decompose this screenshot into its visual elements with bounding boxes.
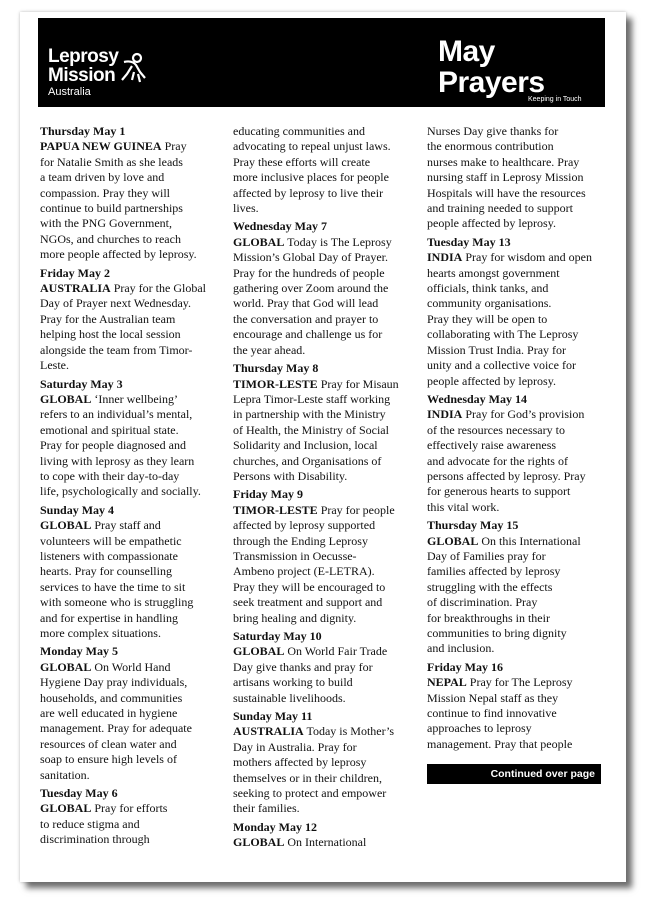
entry-date: Sunday May 11 (233, 709, 313, 724)
entry-text: Today is Mother’s (303, 724, 395, 739)
entry-line (40, 423, 226, 438)
entry-line (233, 469, 419, 484)
entry-text: compassion. Pray they will (40, 185, 170, 200)
page-title (438, 36, 545, 98)
entry-line (233, 186, 419, 201)
entry-line (40, 201, 226, 216)
entry-text: listeners with compassionate (40, 548, 178, 563)
entry-text: living with leprosy as they learn (40, 453, 195, 468)
entry-line (40, 407, 226, 422)
entry-text: to cope with their day-to-day (40, 468, 180, 483)
entry-text: On World Hand (91, 659, 171, 674)
entry-text: On World Fair Trade (284, 644, 388, 659)
entry-line (40, 660, 226, 675)
entry-text: Pray these efforts will create (233, 154, 371, 169)
prayer-entry (233, 629, 419, 706)
entry-date: Monday May 5 (40, 644, 118, 659)
entry-line (233, 124, 419, 139)
entry-line (40, 186, 226, 201)
entry-text: Lepra Timor-Leste staff working (233, 391, 391, 406)
entry-text: discrimination through (40, 832, 150, 847)
entry-date: Thursday May 1 (40, 124, 126, 138)
entry-text: Pray for The Leprosy (466, 675, 573, 690)
entry-text: are well educated in hygiene (40, 706, 178, 721)
entry-text: for generous hearts to support (427, 484, 571, 499)
entry-text: the enormous contribution (427, 139, 554, 154)
prayer-entry (427, 392, 613, 515)
entry-line (427, 266, 613, 281)
entry-line (233, 281, 419, 296)
entry-text: Day in Australia. Pray for (233, 739, 357, 754)
entry-line (427, 549, 613, 564)
entry-text: gathering over Zoom around the (233, 281, 389, 296)
entry-text: Pray for Misaun (317, 376, 399, 391)
entry-line (427, 675, 613, 690)
entry-line (427, 438, 613, 453)
entry-line (427, 327, 613, 342)
entry-line (427, 500, 613, 515)
entry-line (40, 706, 226, 721)
entry-line (427, 423, 613, 438)
entry-line (427, 250, 613, 265)
entry-line (40, 675, 226, 690)
entry-region: INDIA (427, 250, 463, 265)
entry-line (40, 438, 226, 453)
entry-text: Pray they will be open to (427, 311, 548, 326)
entry-line (233, 755, 419, 770)
entry-text: Transmission in Oecusse- (233, 548, 357, 563)
entry-text: affected by leprosy supported (233, 518, 376, 533)
entry-text: hearts. Pray for counselling (40, 564, 172, 579)
entry-region: GLOBAL (40, 391, 92, 406)
entry-line (40, 534, 226, 549)
entry-line (40, 216, 226, 231)
entry-text: Ambeno project (E-LETRA). (233, 564, 375, 579)
entry-region: TIMOR-LESTE (233, 376, 318, 391)
entry-line (427, 641, 613, 656)
entry-region: AUSTRALIA (233, 724, 304, 739)
entry-text: continue to build partnerships (40, 201, 183, 216)
entry-text: unity and a collective voice for (427, 358, 576, 373)
entry-text: families affected by leprosy (427, 564, 561, 579)
entry-line (40, 312, 226, 327)
entry-region: NEPAL (427, 675, 467, 690)
entry-text: nurses make to healthcare. Pray (427, 154, 580, 169)
entry-line (427, 296, 613, 311)
entry-line (233, 835, 419, 850)
entry-line (233, 296, 419, 311)
entry-line (233, 786, 419, 801)
entry-line (233, 564, 419, 579)
prayer-entry (233, 219, 419, 358)
entry-line (427, 626, 613, 641)
entry-line (233, 740, 419, 755)
entry-text: Pray they will be encouraged to (233, 579, 386, 594)
entry-date: Wednesday May 14 (427, 391, 528, 406)
entry-line (233, 235, 419, 250)
entry-line (40, 327, 226, 342)
entry-line (40, 358, 226, 373)
entry-text: sanitation. (40, 767, 90, 782)
entry-line (40, 832, 226, 847)
prayer-entry (40, 503, 226, 642)
prayer-entry (427, 518, 613, 657)
entry-date: Wednesday May 7 (233, 219, 328, 234)
entry-text: and training needed to support (427, 201, 573, 216)
entry-line (427, 691, 613, 706)
entry-date: Friday May 2 (40, 265, 110, 280)
entry-text: educating communities and (233, 124, 365, 138)
entry-text: Day give thanks and pray for (233, 659, 373, 674)
entry-date: Thursday May 15 (427, 518, 519, 533)
entry-line (40, 296, 226, 311)
entry-line (40, 611, 226, 626)
logo-text (48, 47, 118, 85)
entry-text: management. Pray for adequate (40, 721, 192, 736)
entry-date: Monday May 12 (233, 819, 317, 834)
prayer-entry (233, 361, 419, 484)
entry-region: INDIA (427, 407, 463, 422)
prayer-entry (233, 487, 419, 626)
entry-line (40, 721, 226, 736)
entry-text: advocating to repeal unjust laws. (233, 139, 391, 154)
entry-line (233, 549, 419, 564)
entry-line (233, 407, 419, 422)
entry-line (40, 170, 226, 185)
entry-text: Mission Trust India. Pray for (427, 342, 567, 357)
entry-line (427, 534, 613, 549)
entry-text: households, and communities (40, 690, 183, 705)
entry-text: seek treatment and support and (233, 595, 383, 610)
entry-line (233, 201, 419, 216)
prayer-entry (427, 660, 613, 752)
entry-region: GLOBAL (233, 835, 285, 850)
entry-date: Thursday May 8 (233, 361, 319, 376)
prayer-entry (40, 266, 226, 374)
entry-region: PAPUA NEW GUINEA (40, 139, 162, 154)
entry-line (427, 706, 613, 721)
prayer-entry (233, 124, 419, 216)
prayer-entry (40, 786, 226, 848)
entry-date: Tuesday May 6 (40, 786, 118, 801)
entry-line (40, 392, 226, 407)
entry-text: people affected by leprosy. (427, 216, 556, 231)
entry-text: volunteers will be empathetic (40, 533, 182, 548)
entry-region: GLOBAL (233, 234, 285, 249)
entry-line (233, 771, 419, 786)
entry-text: alongside the team from Timor- (40, 342, 193, 357)
entry-line (427, 312, 613, 327)
entry-line (40, 817, 226, 832)
entry-text: Pray staff and (91, 518, 161, 533)
entry-line (427, 469, 613, 484)
entry-text: On this International (478, 533, 581, 548)
entry-line (427, 564, 613, 579)
entry-line (427, 139, 613, 154)
entry-region: GLOBAL (233, 644, 285, 659)
entry-line (40, 454, 226, 469)
entry-text: management. Pray that people (427, 736, 573, 751)
entry-text: Solidarity and Inclusion, local (233, 438, 378, 453)
entry-line (40, 469, 226, 484)
entry-text: On International (284, 835, 367, 850)
entry-region: TIMOR-LESTE (233, 502, 318, 517)
entry-text: this vital work. (427, 499, 500, 514)
entry-line (233, 691, 419, 706)
entry-text: Pray for efforts (91, 801, 168, 816)
entry-line (40, 580, 226, 595)
entry-text: Leste. (40, 358, 69, 373)
entry-line (427, 374, 613, 389)
entry-text: churches, and Organisations of (233, 453, 382, 468)
entry-text: people affected by leprosy. (427, 373, 556, 388)
entry-text: more people affected by leprosy. (40, 247, 197, 262)
entry-text: more complex situations. (40, 626, 161, 640)
tagline: Keeping in Touch (528, 96, 582, 103)
continued-over-page-banner: Continued over page (427, 764, 601, 784)
entry-line (427, 580, 613, 595)
entry-text: and inclusion. (427, 641, 495, 656)
entry-region: GLOBAL (40, 518, 92, 533)
entry-line (427, 358, 613, 373)
logo-line-1: Leprosy (48, 46, 119, 67)
entry-text: Day of Families pray for (427, 548, 546, 563)
entry-text: Mission Nepal staff as they (427, 690, 559, 705)
entry-line (233, 534, 419, 549)
entry-line (233, 139, 419, 154)
entry-text: resources of clean water and (40, 736, 177, 751)
entry-line (427, 611, 613, 626)
entry-text: Pray for people diagnosed and (40, 438, 186, 453)
entry-text: Day of Prayer next Wednesday. (40, 296, 191, 311)
leprosy-mission-logo-icon (118, 52, 148, 84)
entry-line (233, 503, 419, 518)
entry-text: NGOs, and churches to reach (40, 231, 181, 246)
prayer-entry (233, 709, 419, 817)
entry-text: through the Ending Leprosy (233, 533, 368, 548)
entry-text: effectively raise awareness (427, 438, 557, 453)
entry-text: more inclusive places for people (233, 170, 389, 185)
entry-date: Saturday May 10 (233, 629, 322, 643)
title-line-1: May (438, 35, 495, 68)
entry-line (40, 564, 226, 579)
entry-text: encourage and challenge us for (233, 327, 383, 342)
entry-text: Pray for God’s provision (462, 407, 585, 422)
prayer-entry (427, 235, 613, 389)
entry-date: Sunday May 4 (40, 502, 115, 517)
entry-line (427, 595, 613, 610)
prayer-entry (233, 820, 419, 851)
entry-line (233, 518, 419, 533)
logo-line-2: Mission (48, 65, 116, 86)
entry-line (427, 454, 613, 469)
logo-subtitle: Australia (48, 86, 91, 98)
column-1 (40, 124, 226, 851)
entry-line (233, 675, 419, 690)
entry-line (427, 737, 613, 752)
entry-line (427, 170, 613, 185)
entry-line (40, 232, 226, 247)
entry-line (427, 407, 613, 422)
entry-text: of the resources necessary to (427, 422, 565, 437)
entry-line (40, 281, 226, 296)
entry-date: Saturday May 3 (40, 376, 123, 391)
entry-text: Pray for the hundreds of people (233, 265, 385, 280)
entry-region: GLOBAL (40, 659, 92, 674)
entry-text: struggling with the effects (427, 579, 553, 594)
entry-text: approaches to leprosy (427, 721, 532, 736)
entry-line (427, 124, 613, 139)
entry-line (233, 438, 419, 453)
entry-line (40, 155, 226, 170)
entry-text: nursing staff in Leprosy Mission (427, 170, 584, 185)
entry-line (427, 343, 613, 358)
entry-line (40, 626, 226, 641)
entry-line (233, 327, 419, 342)
title-line-2: Prayers (438, 66, 545, 99)
entry-line (233, 266, 419, 281)
entry-text: Persons with Disability. (233, 468, 348, 483)
entry-text: themselves or in their children, (233, 770, 382, 785)
prayer-entry (40, 644, 226, 783)
entry-line (40, 549, 226, 564)
page-header (38, 18, 605, 107)
entry-text: affected by leprosy to live their (233, 185, 384, 200)
entry-text: bring healing and dignity. (233, 610, 357, 625)
entry-date: Friday May 16 (427, 659, 503, 674)
entry-line (40, 801, 226, 816)
entry-line (233, 170, 419, 185)
entry-text: communities to bring dignity (427, 626, 567, 640)
entry-text: a team driven by love and (40, 170, 165, 185)
entry-text: artisans working to build (233, 675, 353, 690)
entry-line (427, 201, 613, 216)
entry-line (427, 155, 613, 170)
entry-text: Pray for the Global (110, 281, 206, 296)
entry-line (40, 247, 226, 262)
entry-line (233, 611, 419, 626)
entry-line (233, 250, 419, 265)
entry-line (427, 186, 613, 201)
entry-region: GLOBAL (427, 533, 479, 548)
entry-text: seeking to protect and empower (233, 786, 387, 801)
entry-text: Hygiene Day pray individuals, (40, 675, 188, 690)
entry-line (40, 737, 226, 752)
entry-text: the conversation and prayer to (233, 311, 379, 326)
entry-text: Pray (161, 139, 187, 154)
entry-text: Pray for wisdom and open (462, 250, 592, 265)
entry-text: for breakthroughs in their (427, 610, 550, 625)
entry-text: helping host the local session (40, 327, 181, 342)
entry-text: of discrimination. Pray (427, 595, 538, 610)
entry-text: Pray for the Australian team (40, 311, 176, 326)
entry-line (233, 312, 419, 327)
entry-line (233, 580, 419, 595)
entry-text: of Health, the Ministry of Social (233, 422, 389, 437)
entry-text: refers to an individual’s mental, (40, 407, 193, 422)
entry-text: collaborating with The Leprosy (427, 327, 579, 342)
entry-line (40, 691, 226, 706)
entry-text: Pray for people (317, 502, 395, 517)
entry-line (40, 768, 226, 783)
entry-text: soap to ensure high levels of (40, 752, 177, 767)
entry-text: ‘Inner wellbeing’ (91, 391, 178, 406)
entry-line (233, 392, 419, 407)
entry-date: Friday May 9 (233, 487, 303, 502)
entry-text: Today is The Leprosy (284, 234, 392, 249)
entry-text: officials, think tanks, and (427, 281, 549, 296)
entry-line (233, 644, 419, 659)
entry-text: continue to find innovative (427, 706, 557, 721)
entry-text: life, psychologically and socially. (40, 484, 201, 499)
entry-text: and advocate for the rights of (427, 453, 568, 468)
entry-line (233, 423, 419, 438)
entry-line (233, 155, 419, 170)
entry-text: emotional and spiritual state. (40, 422, 179, 437)
entry-text: lives. (233, 201, 259, 216)
entry-line (233, 454, 419, 469)
entry-line (40, 595, 226, 610)
prayer-entry (427, 124, 613, 232)
entry-line (233, 343, 419, 358)
entry-text: Nurses Day give thanks for (427, 124, 559, 138)
prayer-entry (40, 124, 226, 263)
column-2 (233, 124, 419, 854)
entry-date: Tuesday May 13 (427, 234, 511, 249)
entry-region: GLOBAL (40, 801, 92, 816)
entry-text: Mission’s Global Day of Prayer. (233, 250, 388, 265)
entry-line (233, 595, 419, 610)
entry-line (40, 139, 226, 154)
entry-text: with someone who is struggling (40, 595, 194, 610)
entry-line (233, 801, 419, 816)
entry-line (427, 281, 613, 296)
entry-line (427, 721, 613, 736)
entry-text: in partnership with the Ministry (233, 407, 386, 422)
entry-text: community organisations. (427, 296, 552, 311)
entry-text: hearts amongst government (427, 265, 560, 280)
entry-text: their families. (233, 801, 300, 816)
entry-line (427, 216, 613, 231)
prayer-entry (40, 377, 226, 500)
entry-text: mothers affected by leprosy (233, 755, 367, 770)
entry-text: the year ahead. (233, 342, 306, 357)
entry-region: AUSTRALIA (40, 281, 111, 296)
entry-text: with the PNG Government, (40, 216, 172, 231)
entry-text: sustainable livelihoods. (233, 690, 346, 705)
entry-line (40, 518, 226, 533)
entry-line (427, 484, 613, 499)
entry-text: to reduce stigma and (40, 816, 140, 831)
entry-line (233, 377, 419, 392)
entry-text: Hospitals will have the resources (427, 185, 586, 200)
entry-line (233, 724, 419, 739)
entry-text: services to have the time to sit (40, 579, 186, 594)
entry-text: for Natalie Smith as she leads (40, 154, 183, 169)
column-3 (427, 124, 613, 755)
entry-line (233, 660, 419, 675)
entry-line (40, 752, 226, 767)
entry-line (40, 484, 226, 499)
entry-text: and for expertise in handling (40, 610, 178, 625)
entry-text: world. Pray that God will lead (233, 296, 379, 311)
entry-text: persons affected by leprosy. Pray (427, 468, 586, 483)
entry-line (40, 343, 226, 358)
